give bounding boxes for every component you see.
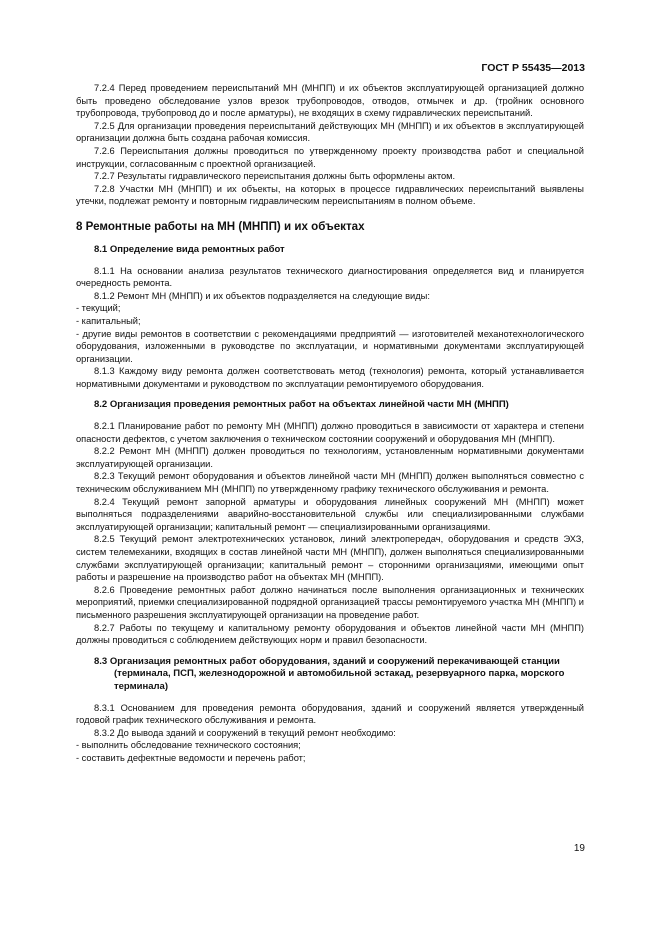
paragraph-7-2-8: 7.2.8 Участки МН (МНПП) и их объекты, на которых в процессе гидравлических переиспытаний выявлены утечки, подлежат ремонту и повторным гидравлическим переиспытаниям в полном объеме. [76, 183, 584, 207]
paragraph-8-1-1: 8.1.1 На основании анализа результатов технического диагностирования определяется вид и планируется очередность ремонта. [76, 265, 584, 289]
paragraph-8-2-4: 8.2.4 Текущий ремонт запорной арматуры и оборудования линейных сооружений МН (МНПП) может выполняться подразделениями аварийно-восстановительной службы или специализированными службами эксплуатирующей организации; капитальный ремонт — специализированными организациями. [76, 496, 584, 532]
paragraph-8-2-1: 8.2.1 Планирование работ по ремонту МН (МНПП) должно проводиться в зависимости от характера и степени опасности дефектов, с учетом заключения о техническом состоянии сооружений и оборудования МН (МНПП). [76, 421, 584, 444]
paragraph-8-2-6: 8.2.6 Проведение ремонтных работ должно начинаться после выполнения организационных и технических мероприятий, приемки специализированной подрядной организацией трассы ремонтируемого участка МН (МНПП) и письменного разрешения эксплуатирующей организации на проведение работ. [76, 584, 584, 620]
paragraph-8-3-1: 8.3.1 Основанием для проведения ремонта оборудования, зданий и сооружений является утвержденный годовой график технического обслуживания и ремонта. [76, 702, 584, 726]
paragraph-8-1-3: 8.1.3 Каждому виду ремонта должен соответствовать метод (технология) ремонта, который устанавливается нормативными документами и руководством по эксплуатации ремонтируемого оборудования. [76, 366, 584, 389]
paragraph-7-2-7: 7.2.7 Результаты гидравлического переиспытания должны быть оформлены актом. [94, 171, 456, 182]
paragraph-7-2-6: 7.2.6 Переиспытания должны проводиться по утвержденному проекту производства работ и специальной инструкции, согласованным с проектной организацией. [76, 145, 584, 169]
paragraph-8-3-2: 8.3.2 До вывода зданий и сооружений в текущий ремонт необходимо: [94, 727, 396, 738]
paragraph-8-2-7: 8.2.7 Работы по текущему и капитальному ремонту оборудования и объектов линейной части МН (МНПП) должны проводиться с соблюдением действующих норм и правил безопасности. [76, 622, 584, 646]
subsection-8-2-heading: 8.2 Организация проведения ремонтных работ на объектах линейной части МН (МНПП) [94, 399, 509, 411]
list-item: - текущий; [76, 303, 121, 314]
paragraph-7-2-5: 7.2.5 Для организации проведения переиспытаний действующих МН (МНПП) и их объектов в эксплуатирующей организации должна быть создана рабочая комиссия. [76, 120, 584, 144]
list-item: - выполнить обследование технического состояния; [76, 740, 301, 751]
section-8-heading: 8 Ремонтные работы на МН (МНПП) и их объектах [76, 219, 365, 233]
page-number: 19 [573, 843, 585, 854]
list-item: - капитальный; [76, 315, 141, 326]
document-code-header: ГОСТ Р 55435—2013 [481, 62, 585, 74]
list-item: - другие виды ремонтов в соответствии с рекомендациями предприятий — изготовителей механотехнологического оборудования, изложенными в руководстве по эксплуатации, и нормативными документами эксплуатирующей организации. [76, 328, 584, 364]
paragraph-7-2-4: 7.2.4 Перед проведением переиспытаний МН (МНПП) и их объектов эксплуатирующей организацией должно быть проведено обследование узлов врезок трубопроводов, отводов, отмычек и др. (тройник основного трубопровода, трубопровод до и после арматуры), не входящих в схему гидравлических переиспытаний. [76, 83, 584, 119]
paragraph-8-2-5: 8.2.5 Текущий ремонт электротехнических установок, линий электропередач, оборудования и средств ЭХЗ, систем телемеханики, входящих в состав линейной части МН (МНПП), должен выполняться специализированными службами эксплуатирующей организации; капитальный ремонт – сторонними организациями, имеющими опыт работы и разрешение на производство работ на объектах МН (МНПП). [76, 534, 584, 583]
paragraph-8-2-2: 8.2.2 Ремонт МН (МНПП) должен проводиться по технологиям, установленным нормативными документами эксплуатирующей организации. [76, 446, 584, 469]
list-item: - составить дефектные ведомости и перечень работ; [76, 752, 306, 763]
page-content [76, 82, 584, 765]
subsection-8-3-heading: 8.3 Организация ремонтных работ оборудования, зданий и сооружений перекачивающей станции (терминала, ПСП, железнодорожной и автомобильной эстакад, резервуарного парка, морского терминала) [94, 655, 565, 692]
subsection-8-1-heading: 8.1 Определение вида ремонтных работ [94, 243, 285, 255]
paragraph-8-2-3: 8.2.3 Текущий ремонт оборудования и объектов линейной части МН (МНПП) должен выполняться совместно с техническим обслуживанием МН (МНПП) по утвержденному графику технического обслуживания и ремонта. [76, 471, 584, 495]
paragraph-8-1-2: 8.1.2 Ремонт МН (МНПП) и их объектов подразделяется на следующие виды: [94, 290, 430, 301]
